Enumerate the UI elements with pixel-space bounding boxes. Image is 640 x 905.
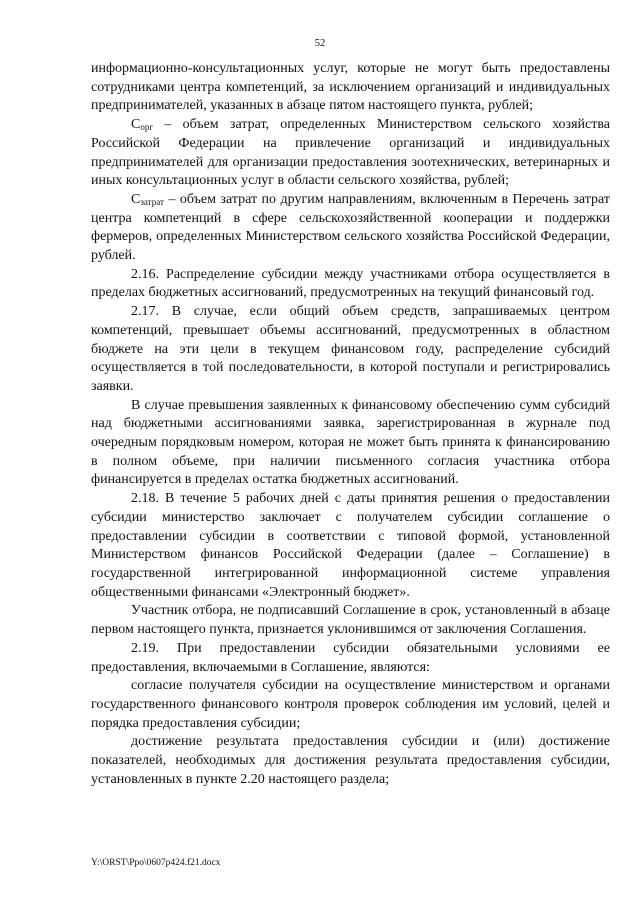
paragraph-2-16: 2.16. Распределение субсидии между участниками отбора осуществляется в пределах бюджетных ассигнований, предусмотренных на текущий финансовый год. bbox=[91, 266, 610, 301]
paragraph-c-org-definition bbox=[91, 116, 610, 191]
formula-symbol: С bbox=[131, 191, 141, 207]
formula-symbol: С bbox=[131, 117, 141, 133]
page-number: 52 bbox=[314, 38, 326, 49]
formula-subscript: затрат bbox=[140, 196, 164, 207]
paragraph-2-19-consent: согласие получателя субсидии на осуществление министерством и органами государственного финансового контроля проверок соблюдения им условий, целей и порядка предоставления субсидии; bbox=[91, 678, 610, 731]
formula-subscript: орг bbox=[140, 122, 154, 133]
paragraph-2-17-excess: В случае превышения заявленных к финансовому обеспечению сумм субсидий над бюджетными ассигнованиями заявка, зарегистрированная в журнале под очередным порядковым номером, которая не может быть принята к финансированию в полном объеме, при наличии письменного согласия участника отбора финансируется в пределах остатка бюджетных ассигнований. bbox=[91, 397, 610, 488]
paragraph-2-17: 2.17. В случае, если общий объем средств, запрашиваемых центром компетенций, превышает объемы ассигнований, предусмотренных в областном бюджете на эти цели в текущем финансовом году, распределение субсидий осуществляется в той последовательности, в которой поступали и регистрировались заявки. bbox=[91, 304, 610, 394]
definition-text: – объем затрат по другим направлениям, включенным в Перечень затрат центра компетенций в сфере сельскохозяйственной кооперации и поддержки фермеров, определенных Министерством сельского хозяйства Российской Федерации, рублей. bbox=[91, 191, 610, 264]
paragraph-2-19: 2.19. При предоставлении субсидии обязательными условиями ее предоставления, включаемыми в Соглашение, являются: bbox=[91, 640, 610, 675]
paragraph-2-19-result: достижение результата предоставления субсидии и (или) достижение показателей, необходимых для достижения результата предоставления субсидии, установленных в пункте 2.20 настоящего раздела; bbox=[91, 734, 610, 787]
paragraph-2-18: 2.18. В течение 5 рабочих дней с даты принятия решения о предоставлении субсидии министерство заключает с получателем субсидии соглашение о предоставлении субсидии в соответствии с типовой формой, установленной Министерством финансов Российской Федерации (далее – Соглашение) в государственной интегрированной информационной системе управления общественными финансами «Электронный бюджет». bbox=[91, 491, 610, 600]
footer-file-path: Y:\ORST\Ppo\0607p424.f21.docx bbox=[91, 858, 221, 868]
document-body bbox=[91, 60, 610, 789]
paragraph-c-zatrat-definition bbox=[91, 191, 610, 266]
definition-text: – объем затрат, определенных Министерством сельского хозяйства Российской Федерации на привлечение организаций и индивидуальных предпринимателей для организации предоставления зоотехнических, ветеринарных и иных консультационных услуг в области сельского хозяйства, рублей; bbox=[91, 117, 610, 189]
paragraph-continuation: информационно-консультационных услуг, которые не могут быть предоставлены сотрудниками центра компетенций, за исключением организаций и индивидуальных предпринимателей, указанных в абзаце пятом настоящего пункта, рублей; bbox=[91, 61, 610, 114]
paragraph-2-18-evasion: Участник отбора, не подписавший Соглашение в срок, установленный в абзаце первом настоящего пункта, признается уклонившимся от заключения Соглашения. bbox=[91, 603, 610, 638]
